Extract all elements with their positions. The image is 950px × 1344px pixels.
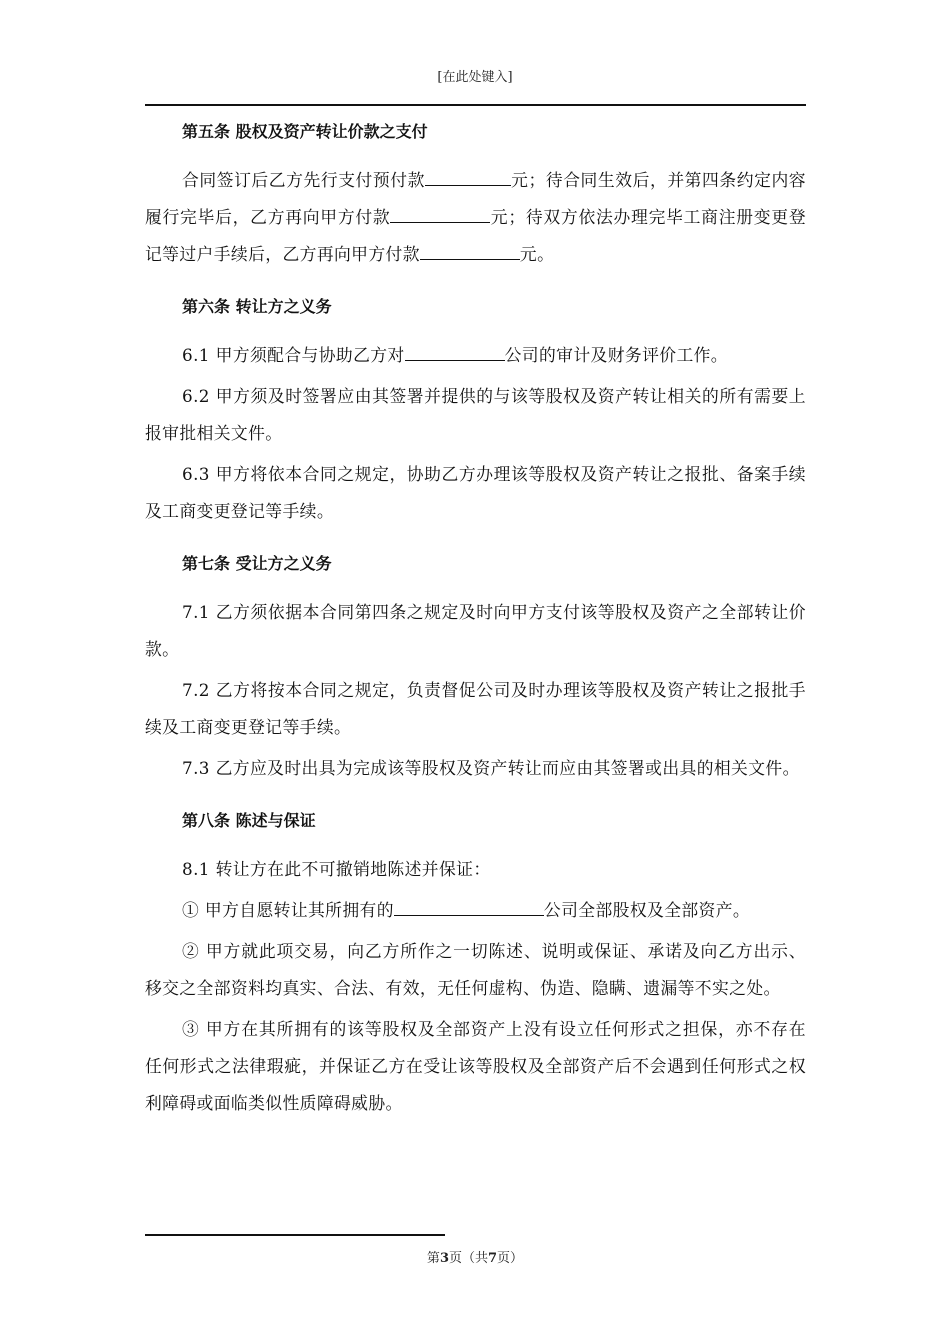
final-payment-amount-blank[interactable]: [420, 241, 520, 260]
transferred-company-name-blank[interactable]: [394, 897, 544, 916]
audited-company-name-blank[interactable]: [405, 342, 505, 361]
clause-8-1-item-3: ③ 甲方在其所拥有的该等股权及全部资产上没有设立任何形式之担保，亦不存在任何形式之法律瑕疵，并保证乙方在受让该等股权及全部资产后不会遇到任何形式之权利障碍或面临类似性质障碍威胁。: [145, 1019, 806, 1113]
clause-8-1-item-1: [145, 892, 806, 929]
article-6-heading: 第六条 转让方之义务: [182, 297, 332, 316]
item-1-text-a: ① 甲方自愿转让其所拥有的: [182, 900, 394, 920]
current-page-number: 3: [439, 1251, 449, 1266]
article-5-heading: 第五条 股权及资产转让价款之支付: [182, 122, 428, 141]
page-footer: [0, 1247, 950, 1266]
clause-7-1: 7.1 乙方须依据本合同第四条之规定及时向甲方支付该等股权及资产之全部转让价款。: [145, 602, 806, 659]
clause-6-1-text-a: 6.1 甲方须配合与协助乙方对: [182, 345, 405, 365]
footer-middle: 页（共: [448, 1251, 488, 1266]
article-7-heading: 第七条 受让方之义务: [182, 554, 332, 573]
article-5-paragraph: [145, 162, 806, 273]
document-body: [145, 120, 806, 1126]
clause-6-2: 6.2 甲方须及时签署应由其签署并提供的与该等股权及资产转让相关的所有需要上报审批相关文件。: [145, 386, 806, 443]
article-5-text-a: 合同签订后乙方先行支付预付款: [182, 170, 425, 190]
article-5-text-c: 元；待双方依法办理完毕工商注册变更登记等过户手续后，乙方再向甲方付款: [145, 207, 806, 264]
article-8-heading: 第八条 陈述与保证: [182, 811, 316, 830]
article-5-text-d: 元。: [519, 244, 555, 264]
page-header: [在此处键入]: [437, 70, 513, 85]
clause-8-1: 8.1 转让方在此不可撤销地陈述并保证：: [182, 859, 491, 879]
footer-divider: [145, 1234, 445, 1236]
article-5-text-b: 元；待合同生效后，并第四条约定内容履行完毕后，乙方再向甲方付款: [145, 170, 806, 227]
item-1-text-b: 公司全部股权及全部资产。: [543, 900, 751, 920]
prepayment-amount-blank[interactable]: [425, 167, 511, 186]
clause-6-1: [145, 337, 806, 374]
footer-prefix: 第: [426, 1251, 440, 1266]
total-page-count: 7: [488, 1251, 498, 1266]
clause-8-1-item-2: ② 甲方就此项交易，向乙方所作之一切陈述、说明或保证、承诺及向乙方出示、移交之全部资料均真实、合法、有效，无任何虚构、伪造、隐瞒、遗漏等不实之处。: [145, 941, 806, 998]
clause-7-2: 7.2 乙方将按本合同之规定，负责督促公司及时办理该等股权及资产转让之报批手续及工商变更登记等手续。: [145, 680, 806, 737]
header-divider: [145, 104, 806, 106]
clause-6-1-text-b: 公司的审计及财务评价工作。: [504, 345, 728, 365]
clause-7-3: 7.3 乙方应及时出具为完成该等股权及资产转让而应由其签署或出具的相关文件。: [182, 758, 800, 778]
clause-6-3: 6.3 甲方将依本合同之规定，协助乙方办理该等股权及资产转让之报批、备案手续及工商变更登记等手续。: [145, 464, 806, 521]
footer-suffix: 页）: [497, 1251, 524, 1266]
second-payment-amount-blank[interactable]: [390, 204, 490, 223]
